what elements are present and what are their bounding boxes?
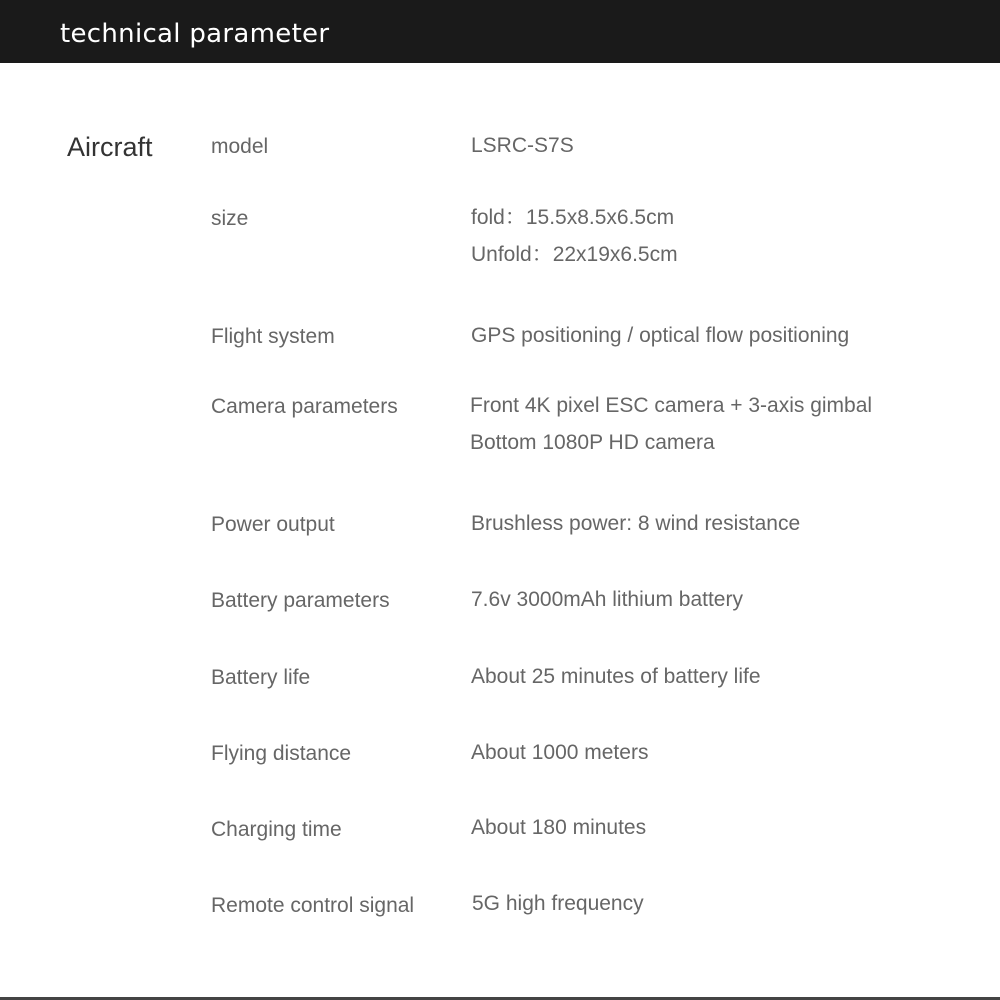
spec-value-line: Bottom 1080P HD camera: [470, 431, 715, 454]
spec-value-line: 5G high frequency: [472, 892, 644, 915]
spec-value-battery-life: [471, 658, 761, 695]
spec-value-model: [471, 127, 574, 164]
spec-value-remote-control-signal: [472, 885, 644, 922]
spec-value-line: About 180 minutes: [471, 816, 647, 839]
spec-value-flight-system: [471, 317, 849, 354]
spec-value-line: 7.6v 3000mAh lithium battery: [471, 588, 743, 611]
spec-value-charging-time: [471, 809, 646, 846]
spec-label-size: size: [211, 207, 249, 230]
section-title-aircraft: Aircraft: [67, 132, 153, 162]
spec-value-camera-parameters: [470, 387, 872, 461]
spec-value-line: About 25 minutes of battery life: [471, 665, 761, 688]
spec-value-line: Unfold：22x19x6.5cm: [471, 243, 678, 266]
spec-label-camera-parameters: Camera parameters: [211, 395, 398, 418]
spec-value-flying-distance: [471, 734, 648, 771]
spec-value-line: Front 4K pixel ESC camera + 3-axis gimbal: [470, 394, 873, 417]
spec-label-remote-control-signal: Remote control signal: [211, 894, 415, 917]
spec-value-size: [471, 199, 678, 273]
spec-label-power-output: Power output: [211, 513, 335, 536]
spec-value-line: GPS positioning / optical flow positioning: [471, 324, 850, 347]
spec-label-flight-system: Flight system: [211, 325, 335, 348]
spec-label-battery-life: Battery life: [211, 666, 311, 689]
spec-label-charging-time: Charging time: [211, 818, 342, 841]
spec-value-line: LSRC-S7S: [471, 134, 574, 157]
spec-label-battery-parameters: Battery parameters: [211, 589, 390, 612]
spec-value-line: Brushless power: 8 wind resistance: [471, 512, 801, 535]
spec-label-flying-distance: Flying distance: [211, 742, 352, 765]
spec-value-line: fold：15.5x8.5x6.5cm: [471, 206, 675, 229]
spec-value-power-output: [471, 505, 800, 542]
spec-value-line: About 1000 meters: [471, 741, 649, 764]
spec-value-battery-parameters: [471, 581, 743, 618]
header-title: technical parameter: [60, 19, 330, 49]
header-bar: [0, 0, 1000, 63]
spec-label-model: model: [211, 135, 269, 158]
